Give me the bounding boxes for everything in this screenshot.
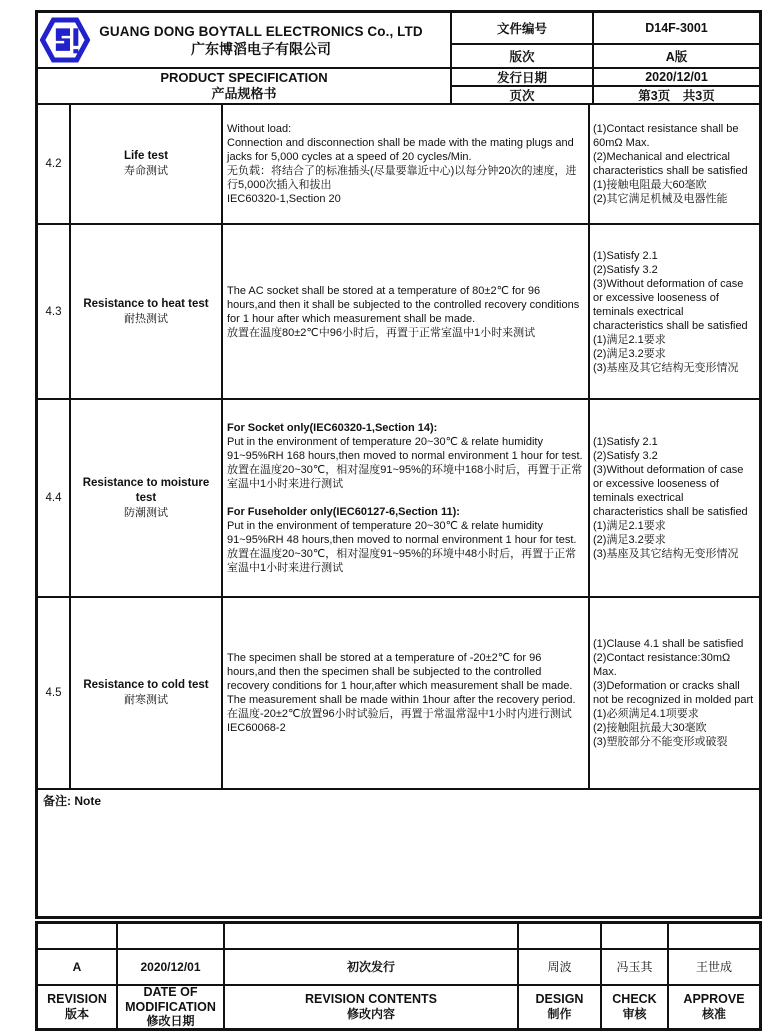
revision-entry-contents: 初次发行	[223, 948, 517, 984]
test-name-cn: 寿命测试	[124, 165, 168, 177]
text-line: (3)基座及其它结构无变形情况	[593, 361, 739, 374]
text-line: (3)塑胶部分不能变形或破裂	[593, 736, 728, 748]
revision-table	[35, 921, 762, 1031]
revision-header-design	[517, 984, 600, 1028]
field-label-revision: 版次	[450, 43, 592, 67]
header-cn: 修改内容	[346, 1006, 395, 1021]
text-line: Put in the environment of temperature 20~30℃ & relate humidity 91~95%RH 168 hours,then moved to normal environment 1 hour for test.	[227, 436, 583, 462]
text-line: (2)满足3.2要求	[593, 534, 666, 546]
header-cn: 版本	[64, 1006, 89, 1021]
revision-header-rev	[38, 984, 116, 1028]
document-title-en: PRODUCT SPECIFICATION	[160, 70, 328, 85]
text-line: (2)满足3.2要求	[593, 347, 666, 360]
test-name-cn: 耐寒测试	[124, 694, 168, 706]
text-line: (2)Mechanical and electrical characteristics shall be satisfied	[593, 151, 748, 177]
spec-row-number: 4.4	[38, 398, 69, 596]
text-line: Put in the environment of temperature 20~30℃ & relate humidity 91~95%RH 48 hours,then moved to normal environment 1 hour for test.	[227, 520, 577, 546]
test-name-en: Resistance to cold test	[83, 679, 209, 691]
document-title-cn: 产品规格书	[211, 86, 277, 101]
text-line: For Socket only(IEC60320-1,Section 14):	[227, 422, 438, 434]
revision-entry-rev: A	[38, 948, 116, 984]
company-logo-icon	[38, 17, 92, 63]
test-requirement-cell	[588, 223, 759, 398]
text-line: (3)基座及其它结构无变形情况	[593, 548, 739, 560]
text-line: (3)Without deformation of case or excessive looseness of teminals exectrical characteristics shall be satisfied	[593, 277, 748, 332]
company-block	[38, 13, 450, 67]
test-name-cn: 防潮测试	[124, 506, 168, 519]
text-line: 放置在温度80±2℃中96小时后，再置于正常室温中1小时来测试	[227, 326, 536, 339]
text-line: (2)Satisfy 3.2	[593, 450, 658, 462]
text-line: (2)接触阻抗最大30毫欧	[593, 722, 707, 734]
field-label-doc-number: 文件编号	[450, 13, 592, 43]
test-content-cell	[221, 223, 588, 398]
text-line: IEC60068-2	[227, 722, 286, 734]
header-cn: 审核	[622, 1006, 647, 1021]
note-label: 备注: Note	[43, 794, 101, 808]
header-en: DATE OF MODIFICATION	[125, 985, 216, 1014]
note-section	[38, 788, 759, 916]
header-cn: 修改日期	[146, 1014, 195, 1028]
revision-entry-check: 冯玉其	[600, 948, 667, 984]
test-name-cn: 耐热测试	[124, 312, 168, 325]
revision-header-contents	[223, 984, 517, 1028]
revision-empty-cell	[517, 924, 600, 948]
text-line: (3)Deformation or cracks shall not be recognized in molded part	[593, 680, 754, 706]
spec-row-name	[69, 398, 221, 596]
test-content-cell	[221, 103, 588, 223]
header-en: APPROVE	[683, 992, 745, 1007]
header-cn: 核准	[701, 1006, 726, 1021]
header-en: DESIGN	[535, 992, 584, 1007]
test-requirement-cell	[588, 103, 759, 223]
text-line: (1)满足2.1要求	[593, 520, 666, 532]
text-line: (3)Without deformation of case or excessive looseness of teminals exectrical characteristics shall be satisfied	[593, 464, 748, 518]
spec-row-name	[69, 596, 221, 788]
text-line: (1)接触电阻最大60毫欧	[593, 179, 707, 191]
header-cn: 制作	[547, 1006, 572, 1021]
spec-row-number: 4.3	[38, 223, 69, 398]
field-value-page: 第3页 共3页	[592, 85, 759, 103]
text-line: 在温度-20±2℃放置96小时试验后，再置于常温常湿中1小时内进行测试	[227, 708, 572, 720]
text-line: Without load:	[227, 123, 292, 135]
text-line: (2)Satisfy 3.2	[593, 263, 658, 276]
test-name-en: Resistance to moisture test	[82, 476, 210, 504]
text-line: (1)满足2.1要求	[593, 333, 666, 346]
field-label-page: 页次	[450, 85, 592, 103]
revision-entry-design: 周波	[517, 948, 600, 984]
test-content-cell	[221, 398, 588, 596]
specification-document	[35, 10, 762, 919]
text-line: The measurement shall be made within 1hour after the recovery period.	[227, 694, 576, 706]
spec-row-name	[69, 103, 221, 223]
header-en: CHECK	[612, 992, 657, 1007]
revision-empty-cell	[116, 924, 223, 948]
text-line: (1)Satisfy 2.1	[593, 249, 658, 262]
revision-empty-cell	[223, 924, 517, 948]
header-en: REVISION CONTENTS	[305, 992, 437, 1007]
text-line: 放置在温度20~30℃，相对湿度91~95%的环境中168小时后，再置于正常室温中1小时来进行测试	[227, 464, 583, 490]
test-name-en: Life test	[123, 150, 169, 162]
header-en: REVISION	[47, 992, 107, 1007]
text-line: The specimen shall be stored at a temperature of -20±2℃ for 96 hours,and then the specimen shall be subjected to the controlled recovery conditions for 1 hour,after which measurement shall be made.	[227, 652, 573, 692]
document-header	[38, 13, 759, 103]
company-name-cn: 广东博滔电子有限公司	[191, 40, 331, 57]
revision-entry-approve: 王世成	[667, 948, 759, 984]
spec-row-number: 4.2	[38, 103, 69, 223]
revision-empty-cell	[38, 924, 116, 948]
revision-empty-cell	[667, 924, 759, 948]
company-name	[92, 23, 450, 58]
text-line: 放置在温度20~30℃，相对湿度91~95%的环境中48小时后，再置于正常室温中1小时来进行测试	[227, 548, 577, 574]
field-value-issue-date: 2020/12/01	[592, 67, 759, 85]
text-line: IEC60320-1,Section 20	[227, 193, 341, 205]
field-value-doc-number: D14F-3001	[592, 13, 759, 43]
text-line: (1)必须满足4.1项要求	[593, 708, 699, 720]
revision-empty-cell	[600, 924, 667, 948]
revision-header-check	[600, 984, 667, 1028]
text-line: 无负载：将结合了的标准插头(尽量要靠近中心)以每分钟20次的速度，进行5,000次插入和拔出	[227, 165, 577, 191]
text-line	[227, 491, 584, 505]
test-content-cell	[221, 596, 588, 788]
spec-table	[38, 103, 759, 916]
spec-row-name	[69, 223, 221, 398]
revision-entry-date: 2020/12/01	[116, 948, 223, 984]
test-requirement-cell	[588, 596, 759, 788]
test-name-en: Resistance to heat test	[83, 297, 209, 310]
text-line: (1)Contact resistance shall be 60mΩ Max.	[593, 123, 739, 149]
text-line: (2)其它满足机械及电器性能	[593, 193, 728, 205]
text-line: For Fuseholder only(IEC60127-6,Section 11):	[227, 506, 460, 518]
revision-header-date	[116, 984, 223, 1028]
field-value-revision: A版	[592, 43, 759, 67]
company-name-en: GUANG DONG BOYTALL ELECTRONICS Co., LTD	[99, 23, 423, 39]
document-title	[38, 67, 450, 103]
field-label-issue-date: 发行日期	[450, 67, 592, 85]
spec-row-number: 4.5	[38, 596, 69, 788]
revision-header-approve	[667, 984, 759, 1028]
text-line: (1)Satisfy 2.1	[593, 436, 658, 448]
test-requirement-cell	[588, 398, 759, 596]
text-line: (2)Contact resistance:30mΩ Max.	[593, 652, 731, 678]
text-line: The AC socket shall be stored at a temperature of 80±2℃ for 96 hours,and then it shall be subjected to the controlled recovery conditions for 1 hour after which measurement shall be made.	[227, 284, 580, 325]
text-line: (1)Clause 4.1 shall be satisfied	[593, 638, 744, 650]
text-line: Connection and disconnection shall be made with the mating plugs and jacks for 5,000 cycles at a speed of 20 cycles/Min.	[227, 137, 574, 163]
